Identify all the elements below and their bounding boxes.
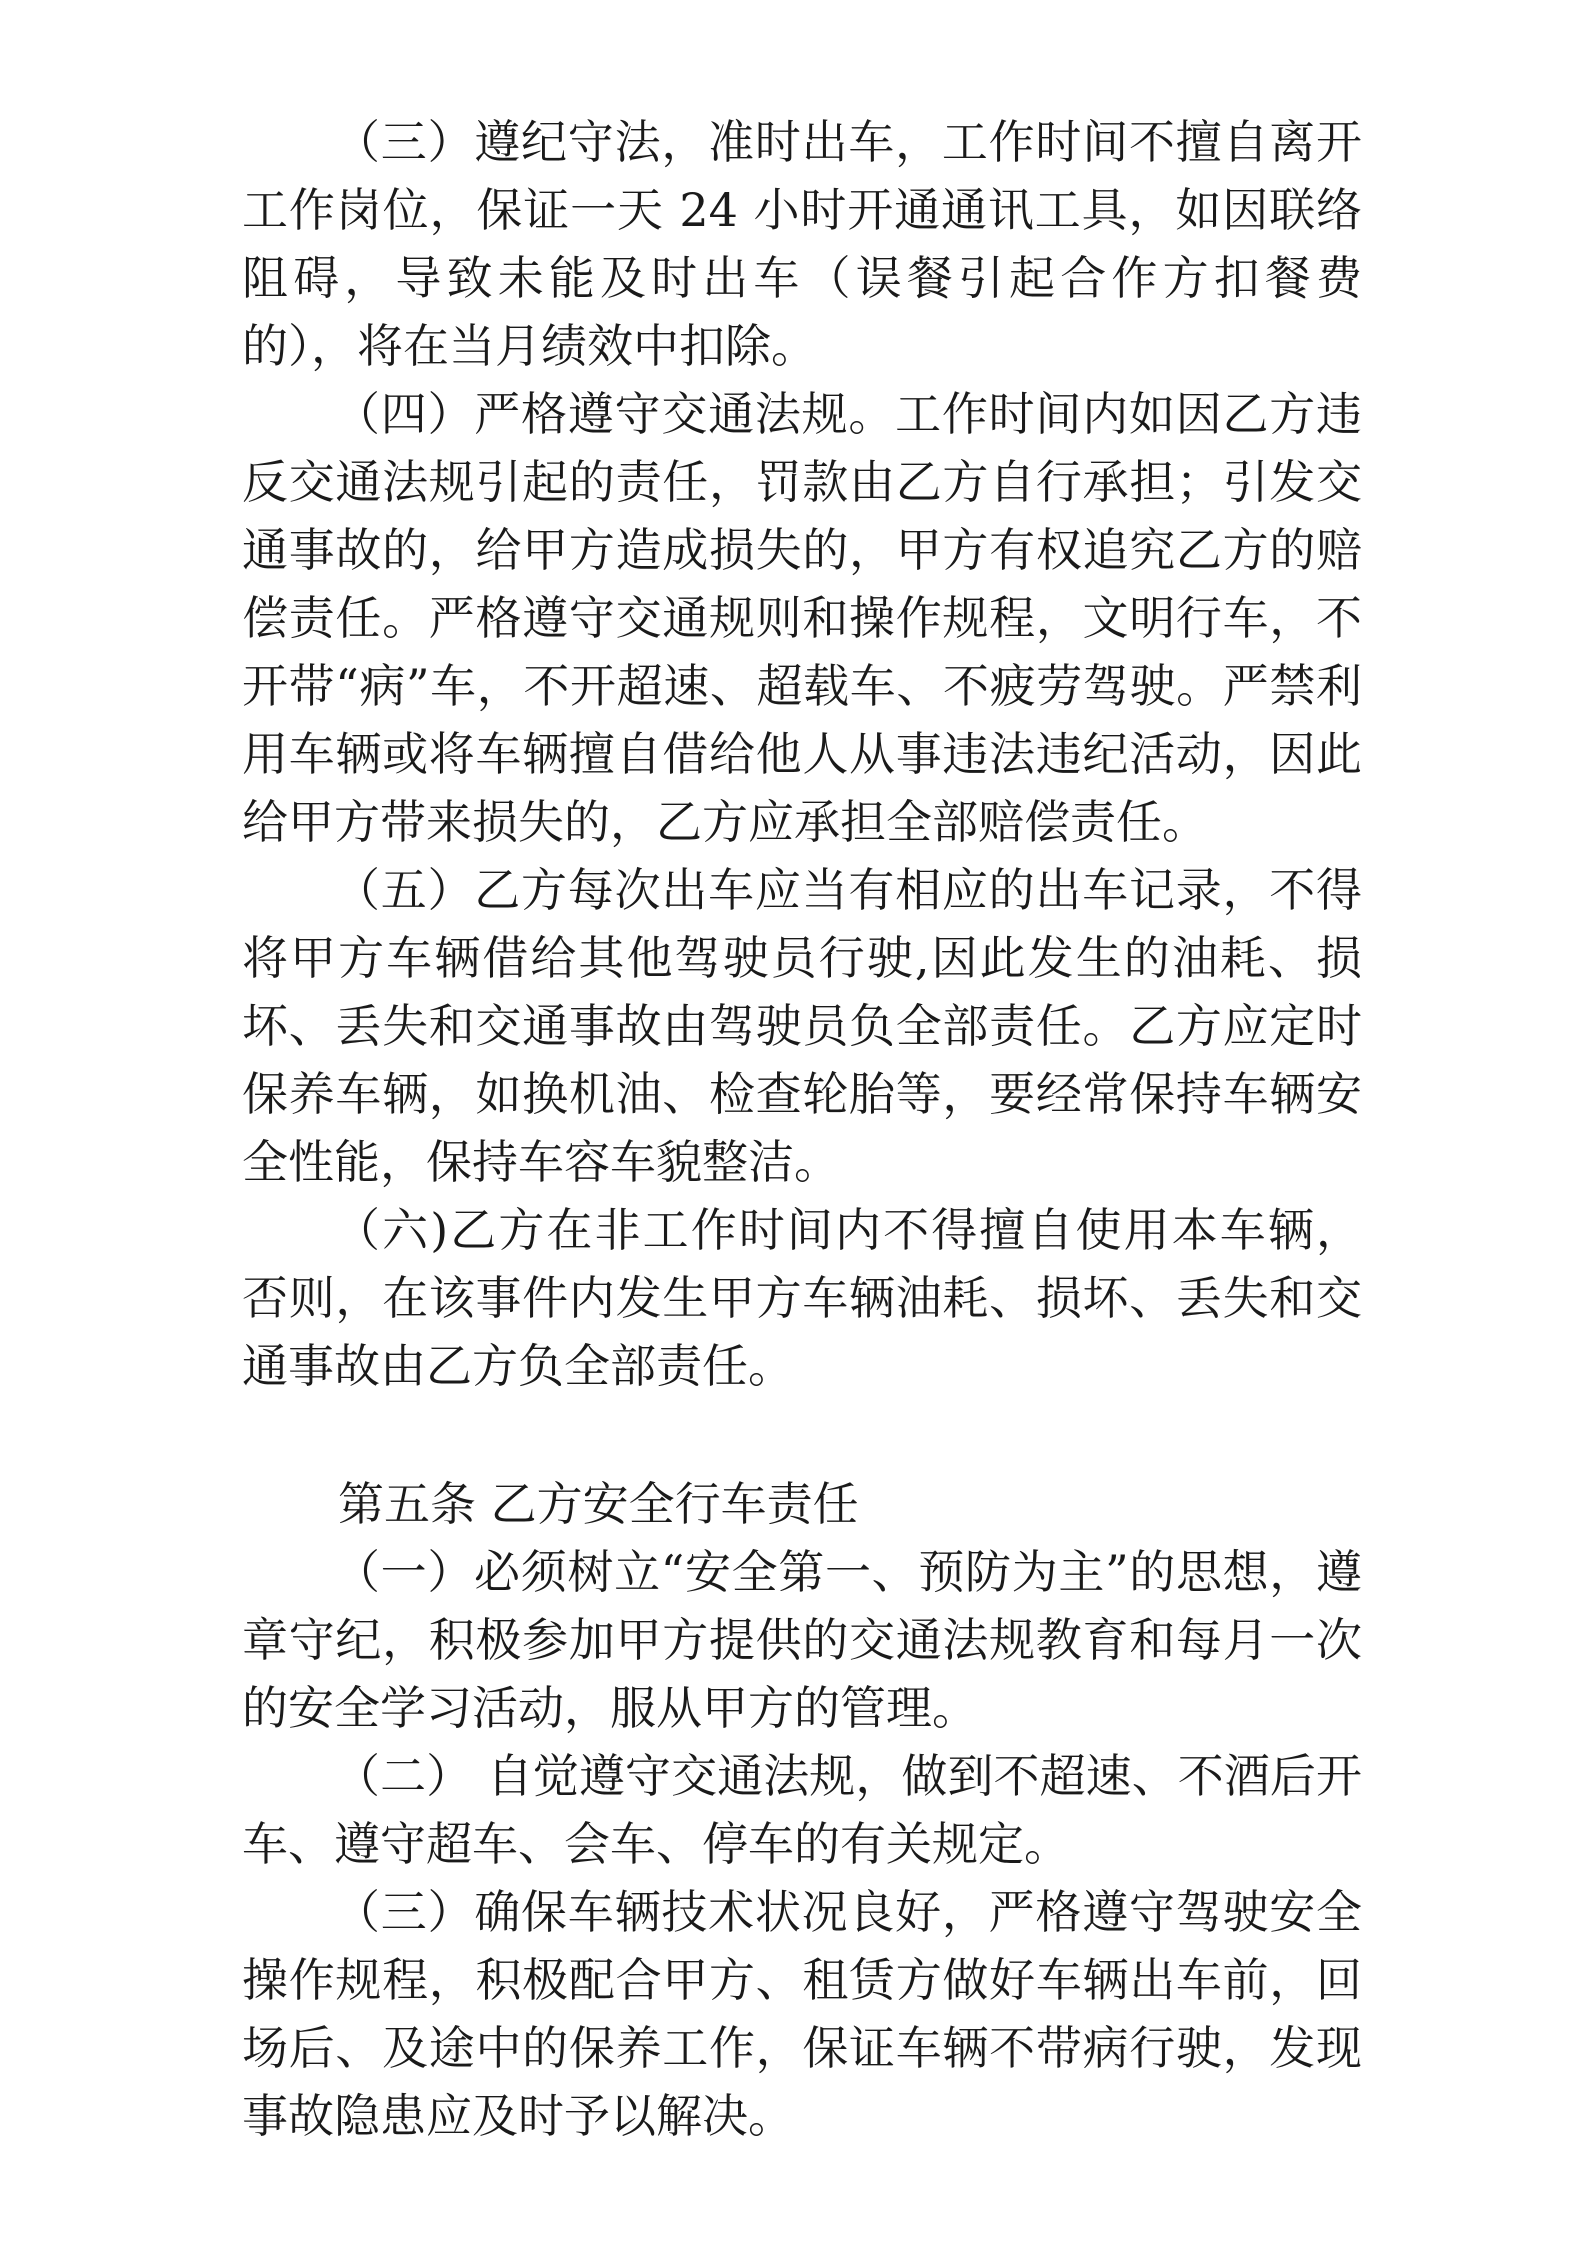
clause-6-paragraph: （六)乙方在非工作时间内不得擅自使用本车辆，否则，在该事件内发生甲方车辆油耗、损坏、丢失和交通事故由乙方负全部责任。 [242,1203,1362,1393]
clause-4-paragraph: （四）严格遵守交通法规。工作时间内如因乙方违反交通法规引起的责任，罚款由乙方自行承担；引发交通事故的，给甲方造成损失的，甲方有权追究乙方的赔偿责任。严格遵守交通规则和操作规程，文明行车，不开带“病”车，不开超速、超载车、不疲劳驾驶。严禁利用车辆或将车辆擅自借给他人从事违法违纪活动，因此给甲方带来损失的，乙方应承担全部赔偿责任。 [242,387,1362,849]
article-five-clause-2: （二） 自觉遵守交通法规，做到不超速、不酒后开车、遵守超车、会车、停车的有关规定。 [242,1749,1362,1871]
article-five-heading: 第五条 乙方安全行车责任 [338,1477,859,1531]
clause-3-paragraph: （三）遵纪守法，准时出车，工作时间不擅自离开工作岗位，保证一天 24 小时开通通讯工具，如因联络阻碍，导致未能及时出车（误餐引起合作方扣餐费的），将在当月绩效中扣除。 [242,115,1362,373]
clause-5-paragraph: （五）乙方每次出车应当有相应的出车记录，不得将甲方车辆借给其他驾驶员行驶,因此发生的油耗、损坏、丢失和交通事故由驾驶员负全部责任。乙方应定时保养车辆，如换机油、检查轮胎等，要经常保持车辆安全性能，保持车容车貌整洁。 [242,863,1362,1189]
article-five-clause-3: （三）确保车辆技术状况良好，严格遵守驾驶安全操作规程，积极配合甲方、租赁方做好车辆出车前，回场后、及途中的保养工作，保证车辆不带病行驶，发现事故隐患应及时予以解决。 [242,1885,1362,2143]
article-five-clause-1: （一）必须树立“安全第一、预防为主”的思想，遵章守纪，积极参加甲方提供的交通法规教育和每月一次的安全学习活动，服从甲方的管理。 [242,1545,1362,1735]
document-page [242,108,1362,2150]
